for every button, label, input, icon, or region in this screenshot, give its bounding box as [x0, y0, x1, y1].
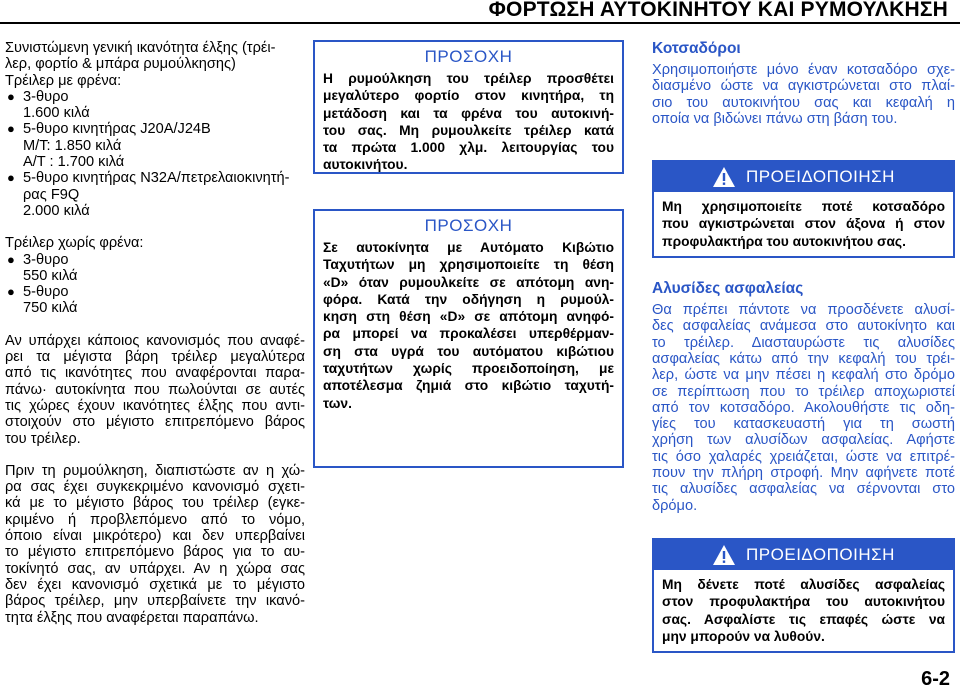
- intro-line: Συνιστώμενη γενική ικανότητα έλξης (τρέι-: [5, 40, 276, 56]
- indented-value: 550 κιλά: [23, 267, 78, 284]
- paragraph-before-towing: [5, 463, 305, 626]
- bullet-icon: ●: [7, 251, 15, 267]
- couplers-line: σιο του αυτοκινήτου σας και κεφαλή η: [652, 94, 955, 111]
- paragraph-line: πάνω· αυτοκίνητα που πωλούνται σε αυτές: [5, 381, 305, 398]
- bullet-item: [5, 121, 305, 137]
- safety-chains-line: λερ, ώστε να μην πέσει η κεφαλή στο δρόμο: [652, 367, 955, 384]
- bullet-item: [5, 89, 305, 105]
- safety-chains-line: τις αλυσίδες ασφαλείας να σέρνονται στο: [652, 481, 955, 498]
- bullet-item: [5, 284, 305, 300]
- paragraph-line: κά με το μέγιστο βάρος του τρέιλερ (εγκε-: [5, 495, 305, 512]
- warning-body: [654, 570, 953, 651]
- couplers-line: Χρησιμοποιήστε μόνο έναν κοτσαδόρο σχε-: [652, 62, 955, 78]
- caution-line: φόρα. Κατά την οδήγηση η ρυμούλ-: [323, 291, 614, 307]
- bullet-icon: ●: [7, 284, 15, 300]
- warning-box-2: [652, 538, 955, 653]
- spacer: [5, 317, 305, 333]
- warning-line: μην μπορούν να λυθούν.: [662, 628, 825, 644]
- bullet-text: 5-θυρο κινητήρας J20A/J24B: [23, 121, 211, 138]
- paragraph-line: το μέγιστο επιτρεπόμενο βάρος για το αυ-: [5, 544, 305, 561]
- warning-line: στον προφυλακτήρα του αυτοκινήτου: [662, 594, 945, 610]
- safety-chains-line: ασφαλείας κάτω από την κεφαλή του τρέι-: [652, 350, 955, 367]
- section-title: ΦΟΡΤΩΣΗ ΑΥΤΟΚΙΝΗΤΟΥ ΚΑΙ ΡΥΜΟΥΛΚΗΣΗ: [488, 0, 948, 21]
- warning-header: [654, 540, 953, 570]
- couplers-line: οποία να βιδώνει πάνω στη βάση του.: [652, 110, 898, 127]
- warning-line: σας. Ασφαλίστε τις επαφές ώστε να: [662, 611, 945, 627]
- safety-chains-line: γίες του κατασκευαστή για τη σωστή: [652, 416, 955, 433]
- caution-body: [315, 239, 622, 418]
- left-column: [5, 40, 305, 626]
- indented-value: ρας F9Q: [23, 186, 80, 203]
- caution-line: μετάδοση και τα φρένα του αυτοκινή-: [323, 105, 614, 121]
- paragraph-line: βάρος τρέιλερ, μην υπερβαίνετε την ικανό-: [5, 593, 305, 610]
- safety-chains-line: δρόμο.: [652, 497, 698, 514]
- warning-line: προφυλακτήρα του αυτοκινήτου σας.: [662, 233, 906, 249]
- safety-chains-line: σε περίπτωση που το τρέιλερ αποχωριστεί: [652, 383, 955, 400]
- paragraph-line: στοιχούν στο μέγιστο επιτρεπόμενο βάρος: [5, 414, 305, 431]
- caution-line: Σε αυτοκίνητα με Αυτόματο Κιβώτιο: [323, 240, 614, 255]
- indented-value: 2.000 κιλά: [23, 202, 90, 219]
- caution-box-1: [313, 40, 624, 174]
- safety-chains-line: δες ασφαλείας ανάμεσα στο αυτοκίνητο και: [652, 318, 955, 335]
- paragraph-line: τητα έλξης που αναφέρεται παραπάνω.: [5, 609, 259, 626]
- caution-line: Ταχυτήτων μη χρησιμοποιείτε τη θέση: [323, 257, 614, 273]
- middle-column: [313, 40, 624, 468]
- warning-line: Μη χρησιμοποιείτε ποτέ κοτσαδόρο: [662, 199, 945, 215]
- warning-triangle-icon: [712, 166, 736, 188]
- caution-line: του σας. Μη ρυμουλκείτε τρέιλερ κατά: [323, 122, 614, 138]
- caution-line: τα πρώτα 1.000 χλμ. λειτουργίας του: [323, 140, 614, 156]
- paragraph-line: ρει τα μέγιστα βάρη τρέιλερ μεγαλύτερα: [5, 349, 305, 366]
- bullet-item: [5, 170, 305, 186]
- caution-line: αυτοκινήτου.: [323, 157, 408, 173]
- couplers-line: διασμένο ώστε να αγκιστρώνεται στο πλαί-: [652, 78, 955, 95]
- header-rule: [0, 22, 960, 24]
- right-column: [652, 40, 955, 653]
- caution-line: Η ρυμούλκηση του τρέιλερ προσθέτει: [323, 71, 614, 86]
- caution-box-2: [313, 209, 624, 468]
- paragraph-line: δεν έχει κανονισμό σχετικά με το μέγιστο: [5, 576, 305, 593]
- caution-title: ΠΡΟΣΟΧΗ: [424, 47, 513, 66]
- bullet-icon: ●: [7, 88, 15, 104]
- warning-box-1: [652, 160, 955, 258]
- indented-value: 750 κιλά: [23, 300, 78, 317]
- safety-chains-line: το τρέιλερ. Διασταυρώστε τις αλυσίδες: [652, 334, 955, 351]
- bullet-item: [5, 252, 305, 268]
- warning-line: Μη δένετε ποτέ αλυσίδες ασφαλείας: [662, 576, 945, 592]
- paragraph-line: τις χώρες έχουν ικανότητες έλξης που αντι-: [5, 397, 305, 414]
- caution-line: ση στα υγρά του αυτόματου κιβώτιου: [323, 343, 614, 359]
- caution-line: μεγαλύτερο φορτίο στον κινητήρα, τη: [323, 88, 614, 104]
- couplers-text: [652, 62, 955, 127]
- safety-chains-line: από τον κοτσαδόρο. Ακολουθήστε τις οδη-: [652, 399, 955, 416]
- safety-chains-line: χρήση των αλυσίδων ασφαλείας. Αφήστε: [652, 432, 955, 449]
- caution-line: αποτέλεσμα ζημιά στο κιβώτιο ταχυτή-: [323, 378, 614, 394]
- warning-body: [654, 192, 953, 256]
- spacer: [5, 447, 305, 463]
- bullet-text: 5-θυρο κινητήρας N32A/πετρελαιοκινητή-: [23, 170, 290, 187]
- paragraph-regulations: [5, 333, 305, 447]
- paragraph-line: τοκίνητό σας, αν υπάρχει. Αν η χώρα σας: [5, 560, 305, 577]
- bullet-text: 5-θυρο: [23, 284, 69, 301]
- warning-triangle-icon: [712, 544, 736, 566]
- caution-line: «D» όταν ρυμουλκείτε σε απότομη ανη-: [323, 274, 614, 290]
- indented-value: Α/Τ : 1.700 κιλά: [23, 154, 125, 171]
- warning-line: που αγκιστρώνεται στον άξονα ή στον: [662, 216, 945, 232]
- safety-chains-line: πουν την πλήρη στροφή. Μην αφήνετε ποτέ: [652, 465, 955, 482]
- caution-body: [315, 70, 622, 180]
- caution-line: των.: [323, 395, 352, 411]
- indented-value: Μ/Τ: 1.850 κιλά: [23, 137, 122, 154]
- paragraph-line: του τρέιλερ.: [5, 430, 81, 447]
- safety-chains-text: [652, 302, 955, 514]
- intro-line: λερ, φορτίο & μπάρα ρυμούλκησης): [5, 56, 236, 73]
- bullet-icon: ●: [7, 121, 15, 137]
- paragraph-line: από τις ικανότητες που αναφέρονται παρα-: [5, 365, 305, 382]
- bullet-text: 3-θυρο: [23, 251, 69, 268]
- paragraph-line: όποιο είναι μικρότερο) και δεν υπερβαίνει: [5, 528, 305, 545]
- warning-title: ΠΡΟΕΙΔΟΠΟΙΗΣΗ: [746, 544, 895, 564]
- paragraph-line: ρα σας έχει συγκεκριμένο κανονισμό σχετι-: [5, 479, 305, 496]
- caution-line: κηση στη θέση «D» σε απότομη ανηφό-: [323, 309, 614, 325]
- unbraked-title: Τρέιλερ χωρίς φρένα:: [5, 235, 144, 252]
- safety-chains-line: τις όσο χαλαρές χρειάζεται, ώστε να επιτρέ-: [652, 448, 955, 465]
- safety-chains-heading: Αλυσίδες ασφαλείας: [652, 280, 804, 298]
- caution-line: ταχυτήτων χωρίς προειδοποίηση, με: [323, 361, 614, 377]
- warning-header: [654, 162, 953, 192]
- paragraph-line: Πριν τη ρυμούλκηση, διαπιστώστε αν η χώ-: [5, 462, 305, 479]
- indented-value: 1.600 κιλά: [23, 105, 90, 122]
- intro-line: Τρέιλερ με φρένα:: [5, 72, 122, 89]
- page-number: 6-2: [921, 668, 950, 690]
- caution-title: ΠΡΟΣΟΧΗ: [424, 216, 513, 235]
- bullet-icon: ●: [7, 170, 15, 186]
- couplers-heading: Κοτσαδόροι: [652, 40, 741, 57]
- warning-title: ΠΡΟΕΙΔΟΠΟΙΗΣΗ: [746, 167, 895, 187]
- caution-line: ρα μπορεί να προκαλέσει υπερθέρμαν-: [323, 326, 614, 342]
- paragraph-line: Αν υπάρχει κάποιος κανονισμός που αναφέ-: [5, 332, 305, 349]
- safety-chains-line: Θα πρέπει πάντοτε να προσδένετε αλυσί-: [652, 302, 955, 319]
- spacer: [5, 219, 305, 235]
- paragraph-line: κριμένο ή προβλεπόμενο από το νόμο,: [5, 511, 305, 528]
- bullet-text: 3-θυρο: [23, 88, 69, 105]
